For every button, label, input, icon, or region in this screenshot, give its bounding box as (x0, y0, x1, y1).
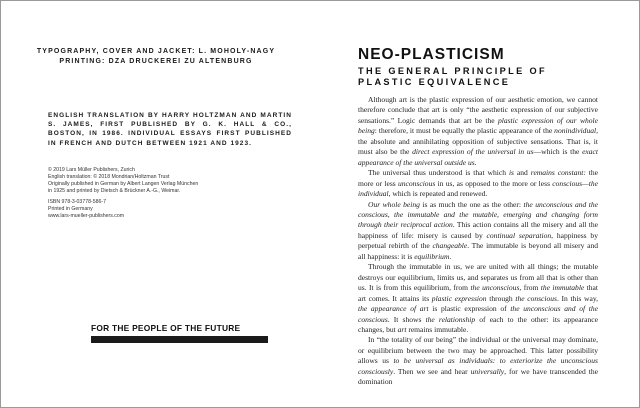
motto-block (91, 323, 268, 343)
text-run: remains immutable. (406, 324, 469, 334)
copyright-line: English translation: © 2018 Mondrian/Holtzman Trust (48, 174, 170, 180)
text-run: in us, as opposed to the more or less (435, 178, 553, 188)
emphasis-text: changeable (432, 241, 468, 251)
motto-text: FOR THE PEOPLE OF THE FUTURE (91, 323, 241, 333)
emphasis-text: Our whole being (368, 199, 420, 209)
emphasis-text: is (508, 168, 514, 178)
copyright-block (48, 167, 308, 195)
printed-in: Printed in Germany (48, 206, 93, 212)
text-run: is plastic expression of (428, 304, 511, 314)
text-run: , for we have transcended the domination (358, 366, 598, 387)
essay-paragraph (358, 200, 598, 263)
credits-block (21, 47, 291, 66)
motto-bar (91, 336, 268, 343)
emphasis-text: the appearance of art (358, 304, 429, 314)
emphasis-text: exact appearance of the universal outside us. (358, 147, 598, 167)
text-run: . This action contains all the misery and all the happiness of life: misery is caused by (358, 220, 598, 240)
emphasis-text: direct expression of the universal in us (412, 147, 534, 157)
right-page-essay (320, 1, 639, 407)
text-run: The universal thus understood is that which (368, 168, 509, 178)
emphasis-text: plastic expression (431, 293, 487, 303)
publisher-url: www.lars-mueller-publishers.com (48, 213, 125, 219)
text-run: that art comes. It attains its (358, 283, 599, 303)
credits-typography: TYPOGRAPHY, COVER AND JACKET: L. MOHOLY-NAGY (36, 48, 276, 55)
emphasis-text: the relationship (425, 314, 476, 324)
text-run: of each to the other: its appearance changes, but (358, 314, 598, 334)
essay-paragraph (358, 262, 598, 335)
text-run: : therefore, it must be equally the plastic appearance of the (374, 126, 555, 136)
text-run: is as much the one as the other: (419, 199, 524, 209)
text-run: through (486, 293, 516, 303)
translation-note: ENGLISH TRANSLATION BY HARRY HOLTZMAN AND MARTIN S. JAMES, FIRST PUBLISHED BY G. K. HALL & CO., BOSTON, IN 1986. INDIVIDUAL ESSAYS FIRST PUBLISHED IN FRENCH AND DUTCH BETWEEN 1921 AND 1923. (48, 112, 292, 147)
emphasis-text: plastic expression of our whole being (358, 115, 598, 136)
emphasis-text: the unconscious and of the conscious (358, 304, 599, 324)
text-run: In “the totality of our being” the individual or the universal may dominate, or equilibrium between the two may be approached. This latter possibility allows us (358, 335, 598, 366)
emphasis-text: art (397, 324, 407, 334)
copyright-line: in 1925 and printed by Dietsch & Brückner A.-G., Weimar. (48, 188, 181, 194)
copyright-line: © 2019 Lars Müller Publishers, Zurich (48, 167, 135, 173)
essay-body (358, 95, 598, 388)
essay-title: NEO-PLASTICISM (358, 46, 505, 63)
copyright-line: Originally published in German by Albert Langen Verlag München (48, 181, 199, 187)
essay-paragraph (358, 168, 598, 199)
emphasis-text: continual separation (486, 230, 552, 240)
text-run: Through the immutable in us, we are united with all things; the mutable destroys our equilibrium, limits us, and separates us from all that is other than us. It is from this equilibrium, from (358, 262, 598, 293)
text-run: , happiness by perpetual rebirth of the (358, 230, 598, 251)
emphasis-text: the unconscious and the conscious, the immutable and the mutable, emerging and changing form through their reciprocal action (358, 199, 598, 230)
isbn-block (48, 199, 308, 220)
text-run: . In this way, (557, 293, 598, 303)
text-run: —which is the (533, 147, 583, 157)
emphasis-text: equilibrium (414, 251, 450, 261)
emphasis-text: conscious—the individual (358, 178, 598, 199)
emphasis-text: to be universal as individuals: to exteriorize the unconscious consciously (358, 356, 598, 376)
text-run: , from (519, 283, 541, 293)
emphasis-text: the conscious (515, 293, 557, 303)
emphasis-text: the unconscious (470, 283, 520, 293)
text-run: , which is repeated and renewed. (388, 189, 488, 199)
emphasis-text: universally (470, 366, 505, 376)
emphasis-text: nonindividual (554, 126, 597, 136)
left-page-colophon (1, 1, 320, 407)
emphasis-text: the immutable (540, 283, 585, 293)
isbn-number: ISBN 978-3-03778-586-7 (48, 199, 106, 205)
essay-subtitle: THE GENERAL PRINCIPLE OF PLASTIC EQUIVALENCE (358, 66, 547, 87)
text-run: . It shows (387, 314, 426, 324)
text-run: . (449, 251, 452, 261)
text-run: . The immutable is beyond all misery and all happiness: it is (358, 241, 599, 261)
essay-paragraph (358, 335, 598, 387)
text-run: . Then we see and hear (393, 366, 471, 376)
text-run: the more or less (358, 168, 599, 188)
credits-printing: PRINTING: DZA DRUCKEREI ZU ALTENBURG (59, 57, 253, 65)
text-run: and (513, 168, 531, 178)
emphasis-text: remains constant: (530, 168, 586, 178)
text-run: Although art is the plastic expression of our aesthetic emotion, we cannot therefore conclude that art is only “the aesthetic expression of our subjective sensations.” Logic demands that art be the (358, 95, 598, 125)
essay-paragraph (358, 95, 598, 168)
emphasis-text: unconscious (397, 178, 436, 188)
text-run: , the absolute and annihilating opposition of subjective sensations. That is, it must also be the (358, 126, 598, 157)
